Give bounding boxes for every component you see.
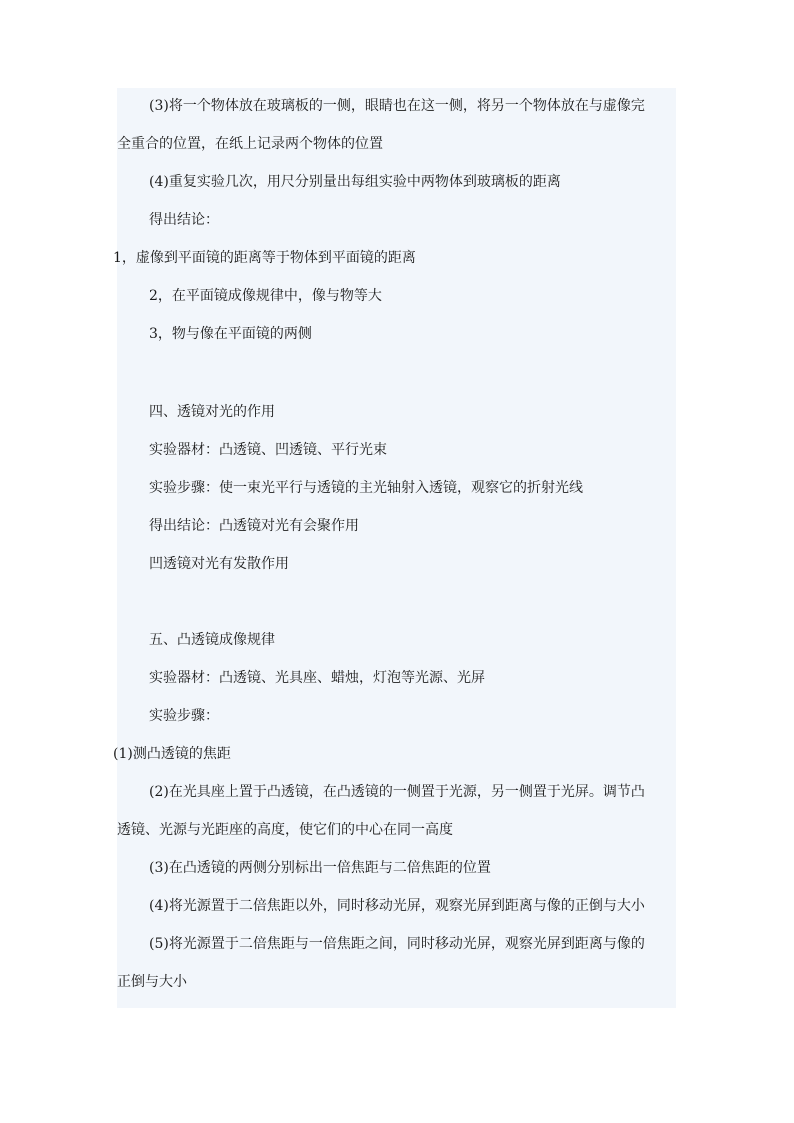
s5-step5-line2: 正倒与大小 [117, 974, 187, 990]
s3-step4: (4)重复实验几次，用尺分别量出每组实验中两物体到玻璃板的距离 [149, 174, 561, 190]
s4-heading: 四、透镜对光的作用 [149, 404, 275, 420]
s4-conclusion-1: 得出结论：凸透镜对光有会聚作用 [149, 518, 359, 534]
s5-step3: (3)在凸透镜的两侧分别标出一倍焦距与二倍焦距的位置 [149, 860, 491, 876]
s5-steps-label: 实验步骤： [149, 708, 219, 724]
s5-step4: (4)将光源置于二倍焦距以外，同时移动光屏，观察光屏到距离与像的正倒与大小 [149, 898, 645, 914]
s3-conclusion-3: 3，物与像在平面镜的两侧 [149, 326, 312, 342]
s3-step3-line2: 全重合的位置，在纸上记录两个物体的位置 [117, 136, 383, 152]
s5-step1: (1)测凸透镜的焦距 [113, 746, 231, 762]
s4-steps: 实验步骤：使一束光平行与透镜的主光轴射入透镜，观察它的折射光线 [149, 480, 583, 496]
s5-step2-line1: (2)在光具座上置于凸透镜，在凸透镜的一侧置于光源，另一侧置于光屏。调节凸 [149, 784, 645, 800]
s5-equipment: 实验器材：凸透镜、光具座、蜡烛，灯泡等光源、光屏 [149, 670, 485, 686]
s3-conclusion-2: 2，在平面镜成像规律中，像与物等大 [149, 288, 382, 304]
s5-step2-line2: 透镜、光源与光距座的高度，使它们的中心在同一高度 [117, 822, 453, 838]
s4-equipment: 实验器材：凸透镜、凹透镜、平行光束 [149, 442, 387, 458]
s3-step3-line1: (3)将一个物体放在玻璃板的一侧，眼睛也在这一侧，将另一个物体放在与虚像完 [149, 98, 645, 114]
s5-step5-line1: (5)将光源置于二倍焦距与一倍焦距之间，同时移动光屏，观察光屏到距离与像的 [149, 936, 645, 952]
s3-conclusion-1: 1，虚像到平面镜的距离等于物体到平面镜的距离 [113, 250, 416, 266]
document-body [113, 88, 676, 1008]
s3-conclusion-label: 得出结论： [149, 212, 219, 228]
s5-heading: 五、凸透镜成像规律 [149, 632, 275, 648]
s4-conclusion-2: 凹透镜对光有发散作用 [149, 556, 289, 572]
